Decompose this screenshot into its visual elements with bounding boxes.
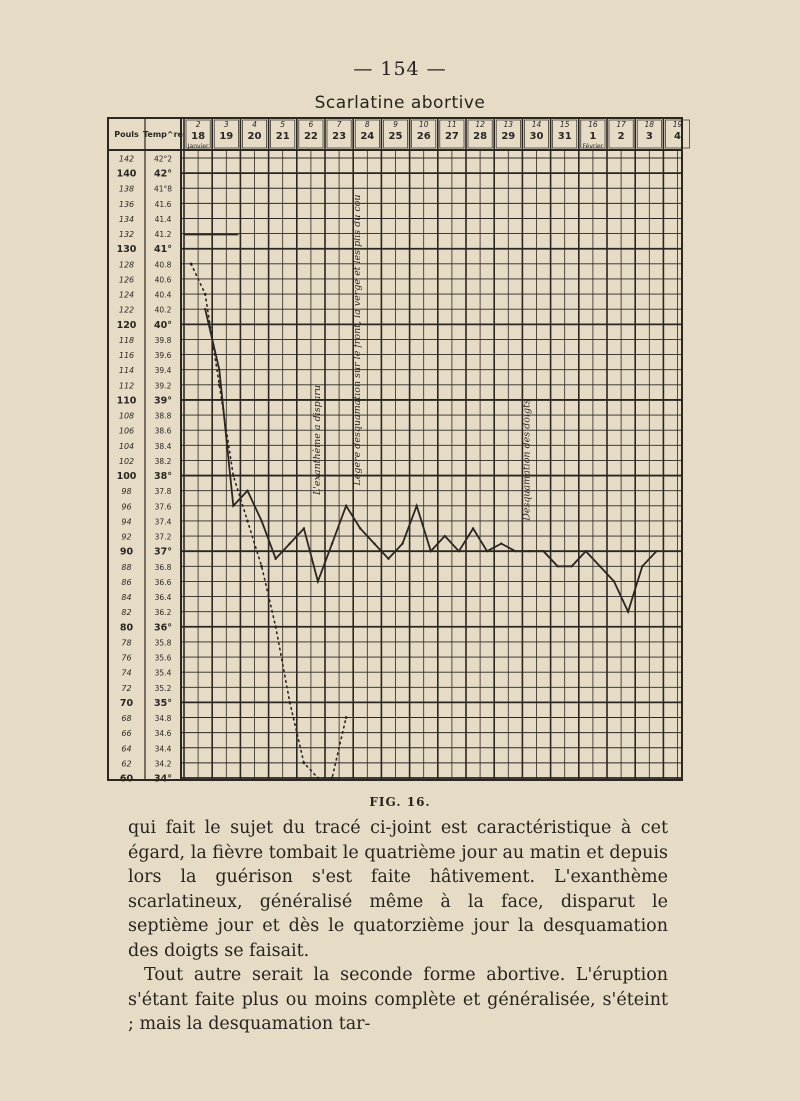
pulse-tick-label: 98 (121, 487, 132, 497)
pulse-tick-label: 92 (121, 532, 132, 542)
month-label-fevrier: Février (582, 143, 604, 150)
temp-tick-label: 39.4 (154, 366, 172, 376)
temperature-point (641, 565, 643, 567)
temperature-point (274, 558, 276, 560)
day-number-label: 10 (418, 120, 429, 129)
temperature-point (444, 535, 446, 537)
temp-tick-label: 36° (154, 622, 172, 634)
pulse-tick-label: 104 (118, 441, 135, 451)
day-number-label: 5 (280, 120, 286, 129)
annotation-label: L'exanthème a disparu (312, 385, 323, 495)
pulse-tick-label: 136 (118, 199, 135, 209)
pulse-tick-label: 96 (121, 502, 132, 512)
day-number-label: 19 (672, 120, 683, 129)
temperature-point (613, 580, 615, 582)
pulse-tick-label: 64 (121, 744, 132, 754)
temp-tick-label: 38.8 (154, 411, 172, 421)
temperature-point (415, 505, 417, 507)
temperature-point (655, 550, 657, 552)
temp-tick-label: 35.2 (154, 683, 172, 693)
temperature-point (430, 550, 432, 552)
date-label: 21 (275, 131, 290, 142)
temperature-point (542, 550, 544, 552)
pulse-tick-label: 132 (118, 230, 135, 240)
day-number-label: 8 (364, 120, 370, 129)
pulse-point (204, 293, 207, 296)
pulse-tick-label: 128 (118, 260, 135, 270)
day-number-label: 2 (195, 120, 201, 129)
chart-title: Scarlatine abortive (314, 93, 486, 113)
day-number-label: 4 (252, 120, 257, 129)
day-number-label: 18 (644, 120, 655, 129)
day-number-label: 3 (223, 120, 229, 129)
date-label: 31 (557, 131, 572, 142)
pulse-tick-label: 114 (118, 366, 135, 376)
temp-tick-label: 41.4 (154, 214, 172, 224)
temp-tick-label: 38.2 (154, 456, 172, 466)
temperature-point (500, 542, 502, 544)
annotation-label: Légère desquamation sur le front, la verge et les plis du cou (352, 194, 364, 486)
chart-header (114, 120, 689, 150)
pulse-tick-label: 84 (121, 593, 132, 603)
temperature-point (387, 558, 389, 560)
pulse-tick-label: 62 (121, 759, 132, 769)
temp-tick-label: 40.4 (154, 290, 172, 300)
pulse-tick-label: 74 (121, 668, 132, 678)
chart-frame (108, 118, 682, 780)
day-number-label: 9 (393, 120, 398, 129)
temp-tick-label: 41° (154, 244, 172, 256)
temp-tick-label: 35.6 (154, 653, 172, 663)
temp-tick-label: 38° (154, 471, 172, 483)
pulse-point (331, 777, 334, 780)
temp-tick-label: 38.4 (154, 441, 172, 451)
date-label: 30 (529, 131, 544, 142)
pulse-tick-label: 108 (118, 411, 135, 421)
temp-tick-label: 40.8 (154, 260, 172, 270)
temp-tick-label: 36.2 (154, 608, 172, 618)
date-label: 3 (645, 131, 653, 142)
pulse-tick-label: 124 (118, 290, 135, 300)
pulse-tick-label: 88 (121, 562, 132, 572)
temperature-point (528, 550, 530, 552)
temperature-point (401, 542, 403, 544)
temperature-point (585, 550, 587, 552)
figure-caption: FIG. 16. (369, 795, 431, 809)
temperature-point (331, 542, 333, 544)
temp-tick-label: 37.8 (154, 487, 172, 497)
temperature-point (317, 580, 319, 582)
date-label: 29 (501, 131, 516, 142)
pulse-tick-label: 106 (118, 426, 135, 436)
pulse-tick-label: 110 (116, 395, 137, 407)
temp-tick-label: 34.6 (154, 729, 172, 739)
pulse-point (260, 565, 263, 568)
temp-header: Temp^re (143, 130, 183, 139)
temp-tick-label: 41.6 (154, 199, 172, 209)
pulse-tick-label: 120 (116, 319, 137, 331)
pulse-point (274, 625, 277, 628)
temperature-point (486, 550, 488, 552)
temp-tick-label: 35° (154, 697, 172, 709)
pulse-point (345, 716, 348, 719)
temp-tick-label: 39.6 (154, 351, 172, 361)
pulse-tick-label: 138 (118, 184, 135, 194)
temperature-point (345, 505, 347, 507)
day-number-label: 7 (336, 120, 342, 129)
pulse-point (302, 761, 305, 764)
temperature-point (571, 565, 573, 567)
temp-tick-label: 41.2 (154, 230, 172, 240)
pulse-tick-label: 142 (118, 154, 135, 164)
temperature-point (556, 565, 558, 567)
pulse-tick-label: 78 (121, 638, 132, 648)
temp-tick-label: 40.2 (154, 305, 172, 315)
temperature-point (289, 542, 291, 544)
temperature-point (458, 550, 460, 552)
date-label: 24 (360, 131, 375, 142)
temp-tick-label: 39.8 (154, 335, 172, 345)
temp-tick-label: 42°2 (153, 154, 173, 164)
date-label: 1 (589, 131, 597, 142)
date-label: 23 (332, 131, 347, 142)
page-number: — 154 — (353, 58, 447, 80)
pulse-tick-label: 90 (119, 546, 134, 558)
temp-tick-label: 34° (154, 773, 172, 785)
temperature-point (303, 527, 305, 529)
temp-tick-label: 34.2 (154, 759, 172, 769)
date-label: 18 (191, 131, 206, 142)
pulse-point (232, 474, 235, 477)
temp-tick-label: 34.8 (154, 714, 172, 724)
temp-tick-label: 36.8 (154, 562, 172, 572)
temp-tick-label: 42° (154, 168, 172, 180)
temp-tick-label: 38.6 (154, 426, 172, 436)
pulse-tick-label: 118 (118, 335, 135, 345)
body-text (128, 816, 668, 1037)
pulse-tick-label: 102 (118, 456, 135, 466)
pulse-point (218, 383, 221, 386)
day-number-label: 12 (475, 120, 485, 129)
pulse-tick-label: 76 (121, 653, 132, 663)
date-label: 26 (416, 131, 431, 142)
day-number-label: 17 (616, 120, 626, 129)
pulse-tick-label: 116 (118, 351, 135, 361)
temp-tick-label: 37° (154, 546, 172, 558)
date-label: 27 (444, 131, 459, 142)
pulse-tick-label: 100 (116, 471, 137, 483)
pulse-tick-label: 112 (118, 381, 135, 391)
temp-tick-label: 41°8 (153, 184, 173, 194)
temp-tick-label: 40° (154, 319, 172, 331)
annotation-label: Desquamation des doigts (521, 399, 533, 521)
pulse-tick-label: 94 (121, 517, 132, 527)
temp-tick-label: 36.4 (154, 593, 172, 603)
date-label: 22 (303, 131, 318, 142)
temperature-point (627, 610, 629, 612)
day-number-label: 16 (588, 120, 598, 129)
temp-tick-label: 34.4 (154, 744, 172, 754)
temperature-point (373, 542, 375, 544)
temp-tick-label: 39° (154, 395, 172, 407)
date-label: 20 (247, 131, 262, 142)
temperature-point (218, 369, 220, 371)
day-number-label: 6 (308, 120, 314, 129)
paragraph-1: qui fait le sujet du tracé ci-joint est caractéristique à cet égard, la fièvre tombait le quatrième jour au matin et depuis lors la guérison s'est faite hâtivement. L'exanthème scarlatineux, généralisé même à la face, disparut le septième jour et dès le quatorzième jour la desquamation des doigts se faisait. (128, 818, 668, 961)
date-label: 28 (473, 131, 488, 142)
date-label: 25 (388, 131, 403, 142)
chart-grid (108, 118, 682, 780)
date-label: 4 (674, 131, 681, 142)
temp-tick-label: 35.4 (154, 668, 172, 678)
temperature-point (599, 565, 601, 567)
day-number-label: 15 (559, 120, 570, 129)
temp-tick-label: 37.6 (154, 502, 172, 512)
pulse-tick-label: 130 (116, 244, 137, 256)
day-number-label: 13 (503, 120, 514, 129)
day-number-label: 11 (447, 120, 457, 129)
temperature-point (514, 550, 516, 552)
temp-tick-label: 36.6 (154, 577, 172, 587)
day-number-label: 14 (531, 120, 542, 129)
pulse-point (317, 777, 320, 780)
paragraph-2: Tout autre serait la seconde forme abortive. L'éruption s'étant faite plus ou moins complète et généralisée, s'éteint ; mais la desquamation tar- (128, 965, 668, 1034)
pulse-point (190, 262, 193, 265)
date-label: 2 (617, 131, 625, 142)
pulse-tick-label: 60 (119, 773, 134, 785)
pulse-tick-label: 66 (121, 729, 132, 739)
temperature-point (359, 527, 361, 529)
pulse-tick-label: 122 (118, 305, 135, 315)
temperature-point (260, 520, 262, 522)
temp-tick-label: 39.2 (154, 381, 172, 391)
temp-tick-label: 40.6 (154, 275, 172, 285)
pulse-tick-label: 80 (119, 622, 134, 634)
date-label: 19 (219, 131, 234, 142)
pulse-point (246, 520, 249, 523)
pulse-tick-label: 86 (121, 577, 132, 587)
pulse-tick-label: 82 (121, 608, 132, 618)
temp-tick-label: 37.4 (154, 517, 172, 527)
pulse-header: Pouls (114, 130, 139, 139)
temp-tick-label: 35.8 (154, 638, 172, 648)
temperature-point (204, 308, 206, 310)
temperature-point (246, 489, 248, 491)
month-label-janvier: Janvier (187, 143, 209, 150)
pulse-tick-label: 68 (121, 714, 132, 724)
pulse-tick-label: 126 (118, 275, 135, 285)
pulse-tick-label: 140 (116, 168, 137, 180)
temperature-point (472, 527, 474, 529)
pulse-tick-label: 134 (118, 214, 135, 224)
temp-tick-label: 37.2 (154, 532, 172, 542)
pulse-tick-label: 70 (119, 697, 134, 709)
temperature-point (232, 505, 234, 507)
pulse-tick-label: 72 (121, 683, 132, 693)
pulse-point (288, 701, 291, 704)
